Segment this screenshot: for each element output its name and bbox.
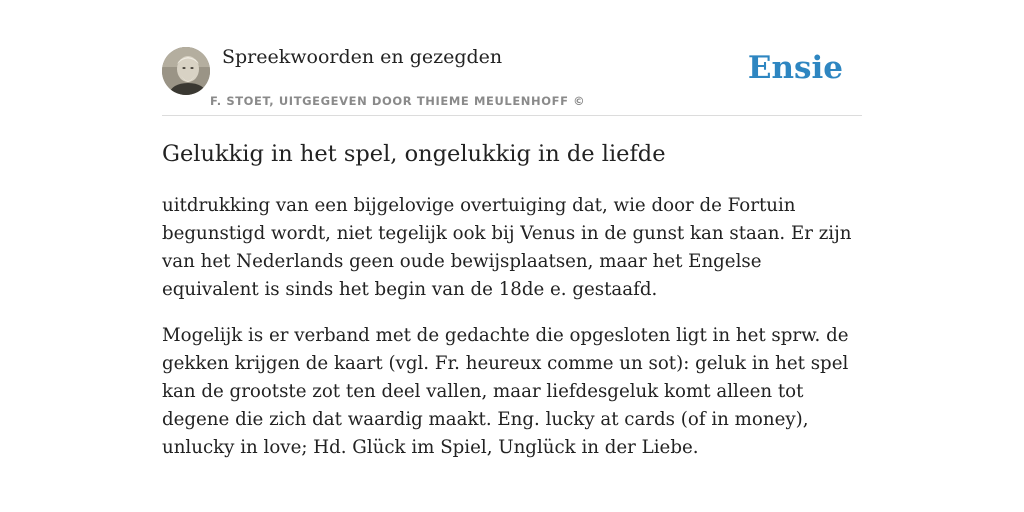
entry-card (162, 40, 862, 462)
source-title[interactable]: Spreekwoorden en gezegden (222, 46, 503, 68)
entry-paragraph: uitdrukking van een bijgelovige overtuiging dat, wie door de Fortuin begunstigd wordt, niet tegelijk ook bij Venus in de gunst kan staan. Er zijn van het Nederlands geen oude bewijsplaatsen, maar het Engelse equivalent is sinds het begin van de 18de e. gestaafd. (162, 195, 852, 300)
source-credit: F. STOET, UITGEGEVEN DOOR THIEME MEULENHOFF © (210, 94, 586, 108)
ensie-logo-link[interactable]: Ensie (747, 50, 843, 86)
entry-paragraph: Mogelijk is er verband met de gedachte die opgesloten ligt in het sprw. de gekken krijgen de kaart (vgl. Fr. heureux comme un sot): geluk in het spel kan de grootste zot ten deel vallen, maar liefdesgeluk komt alleen tot degene die zich dat waardig maakt. Eng. lucky at cards (of in money), unlucky in love; Hd. Glück im Spiel, Unglück in der Liebe. (162, 325, 849, 458)
author-portrait-icon (162, 47, 210, 95)
source-header (162, 40, 862, 116)
entry-title: Gelukkig in het spel, ongelukkig in de liefde (162, 141, 666, 167)
author-avatar[interactable] (162, 47, 210, 95)
